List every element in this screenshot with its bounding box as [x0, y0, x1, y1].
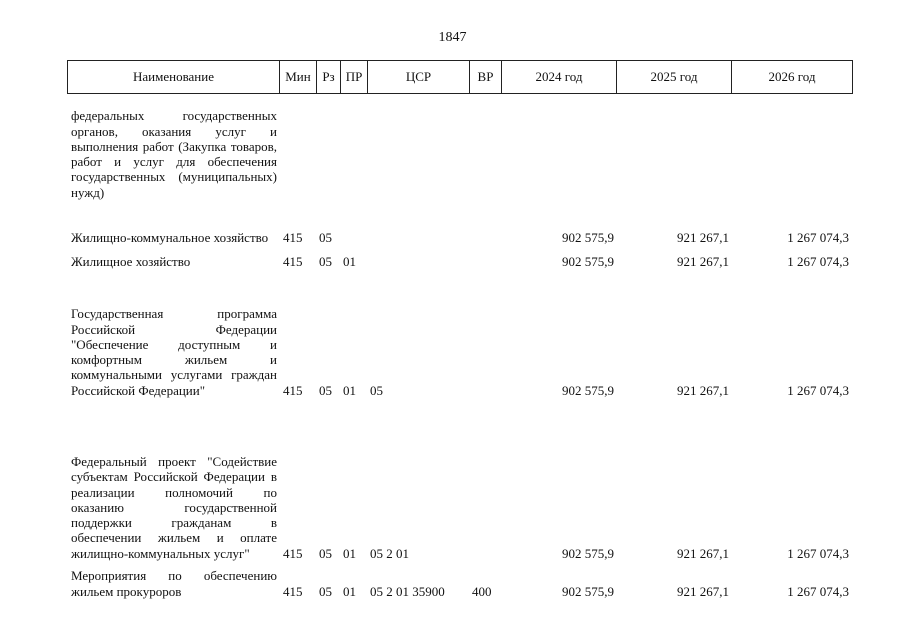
row-2025: 921 267,1	[677, 545, 729, 561]
row-pr: 01	[343, 253, 356, 269]
header-2025: 2025 год	[617, 61, 732, 93]
row-pr: 01	[343, 545, 356, 561]
row-min: 415	[283, 545, 303, 561]
row-name: Мероприятия по обеспечению жильем прокуроров	[71, 568, 277, 599]
header-2026: 2026 год	[768, 69, 816, 84]
row-name: Федеральный проект "Содействие субъектам Российской Федерации в реализации полномочий по оказанию государственной поддержки гражданам в обеспечении жильем и оплате жилищно-коммунальных услуг"	[71, 453, 277, 561]
row-2025: 921 267,1	[677, 382, 729, 398]
row-rz: 05	[319, 253, 332, 269]
row-2025: 921 267,1	[677, 229, 729, 245]
header-name: Наименование	[68, 61, 280, 93]
header-pr: ПР	[341, 61, 368, 93]
table-row	[67, 561, 851, 599]
table-row	[67, 245, 851, 269]
row-name: Жилищное хозяйство	[71, 253, 191, 269]
row-pr: 01	[343, 382, 356, 398]
header-vr: ВР	[470, 61, 502, 93]
table-row	[67, 269, 851, 398]
row-2024: 902 575,9	[562, 545, 614, 561]
row-min: 415	[283, 583, 303, 599]
row-min: 415	[283, 253, 303, 269]
header-rz: Рз	[317, 61, 341, 93]
row-2024: 902 575,9	[562, 382, 614, 398]
table-row	[67, 96, 851, 200]
row-csr: 05 2 01 35900	[370, 583, 445, 599]
row-2024: 902 575,9	[562, 229, 614, 245]
row-2026: 1 267 074,3	[787, 382, 849, 398]
row-csr: 05	[370, 382, 383, 398]
row-rz: 05	[319, 583, 332, 599]
table-body	[67, 96, 851, 599]
table-header	[67, 60, 853, 94]
row-2025: 921 267,1	[677, 583, 729, 599]
row-2026: 1 267 074,3	[787, 545, 849, 561]
row-2024: 902 575,9	[562, 253, 614, 269]
row-vr: 400	[472, 583, 492, 599]
row-rz: 05	[319, 229, 332, 245]
row-2024: 902 575,9	[562, 583, 614, 599]
page-number: 1847	[438, 30, 467, 45]
row-2025: 921 267,1	[677, 253, 729, 269]
row-2026: 1 267 074,3	[787, 583, 849, 599]
header-2024: 2024 год	[502, 61, 617, 93]
row-rz: 05	[319, 545, 332, 561]
table-row	[67, 398, 851, 561]
row-min: 415	[283, 229, 303, 245]
row-min: 415	[283, 382, 303, 398]
row-name: Жилищно-коммунальное хозяйство	[71, 229, 269, 245]
header-csr: ЦСР	[368, 61, 470, 93]
row-name: федеральных государственных органов, оказания услуг и выполнения работ (Закупка товаров, работ и услуг для обеспечения государственных (муниципальных) нужд)	[71, 108, 277, 200]
row-2026: 1 267 074,3	[787, 253, 849, 269]
row-2026: 1 267 074,3	[787, 229, 849, 245]
row-rz: 05	[319, 382, 332, 398]
table-row	[67, 200, 851, 245]
row-csr: 05 2 01	[370, 545, 409, 561]
header-min: Мин	[280, 61, 317, 93]
row-pr: 01	[343, 583, 356, 599]
row-name: Государственная программа Российской Федерации "Обеспечение доступным и комфортным жильем и коммунальными услугами граждан Российской Федерации"	[71, 306, 277, 398]
